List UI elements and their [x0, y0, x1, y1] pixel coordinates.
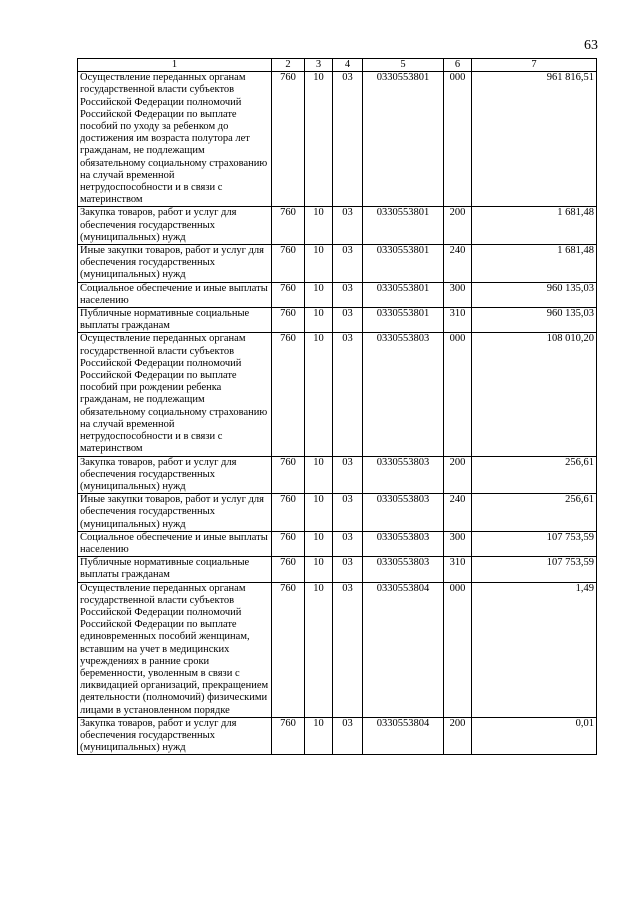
row-subsection-cell: 03 — [333, 245, 363, 283]
row-section-cell: 10 — [305, 531, 333, 556]
column-header: 6 — [444, 59, 472, 72]
row-name-cell: Закупка товаров, работ и услуг для обеспечения государственных (муниципальных) нужд — [78, 207, 272, 245]
row-section-cell: 10 — [305, 494, 333, 532]
table-row — [78, 308, 597, 333]
page-number: 63 — [584, 38, 598, 53]
row-target-cell: 0330553804 — [363, 582, 444, 717]
row-amount-cell: 108 010,20 — [472, 333, 597, 456]
row-subsection-cell: 03 — [333, 333, 363, 456]
row-amount-cell: 960 135,03 — [472, 282, 597, 307]
row-section-cell: 10 — [305, 207, 333, 245]
table-row — [78, 72, 597, 207]
row-target-cell: 0330553803 — [363, 531, 444, 556]
row-type-cell: 310 — [444, 557, 472, 582]
row-type-cell: 240 — [444, 494, 472, 532]
row-section-cell: 10 — [305, 557, 333, 582]
row-section-cell: 10 — [305, 245, 333, 283]
row-amount-cell: 256,61 — [472, 494, 597, 532]
row-subsection-cell: 03 — [333, 308, 363, 333]
row-type-cell: 300 — [444, 531, 472, 556]
row-type-cell: 200 — [444, 207, 472, 245]
budget-table — [77, 58, 597, 755]
row-type-cell: 000 — [444, 72, 472, 207]
row-type-cell: 200 — [444, 456, 472, 494]
row-target-cell: 0330553803 — [363, 456, 444, 494]
table-row — [78, 207, 597, 245]
row-code-cell: 760 — [272, 333, 305, 456]
row-subsection-cell: 03 — [333, 72, 363, 207]
row-type-cell: 310 — [444, 308, 472, 333]
row-type-cell: 240 — [444, 245, 472, 283]
row-amount-cell: 107 753,59 — [472, 557, 597, 582]
table-row — [78, 717, 597, 755]
table-row — [78, 245, 597, 283]
row-target-cell: 0330553803 — [363, 557, 444, 582]
column-header: 2 — [272, 59, 305, 72]
table-row — [78, 582, 597, 717]
row-code-cell: 760 — [272, 494, 305, 532]
row-subsection-cell: 03 — [333, 494, 363, 532]
row-type-cell: 300 — [444, 282, 472, 307]
row-subsection-cell: 03 — [333, 207, 363, 245]
row-code-cell: 760 — [272, 557, 305, 582]
column-header: 1 — [78, 59, 272, 72]
row-subsection-cell: 03 — [333, 282, 363, 307]
table-row — [78, 333, 597, 456]
row-section-cell: 10 — [305, 717, 333, 755]
table-header-row — [78, 59, 597, 72]
table-body — [78, 72, 597, 755]
row-section-cell: 10 — [305, 308, 333, 333]
row-type-cell: 200 — [444, 717, 472, 755]
row-name-cell: Публичные нормативные социальные выплаты гражданам — [78, 308, 272, 333]
row-target-cell: 0330553803 — [363, 494, 444, 532]
row-code-cell: 760 — [272, 308, 305, 333]
row-subsection-cell: 03 — [333, 456, 363, 494]
row-target-cell: 0330553803 — [363, 333, 444, 456]
table-row — [78, 531, 597, 556]
row-amount-cell: 0,01 — [472, 717, 597, 755]
row-name-cell: Иные закупки товаров, работ и услуг для обеспечения государственных (муниципальных) нужд — [78, 245, 272, 283]
row-amount-cell: 256,61 — [472, 456, 597, 494]
row-section-cell: 10 — [305, 582, 333, 717]
row-code-cell: 760 — [272, 207, 305, 245]
table-row — [78, 282, 597, 307]
row-code-cell: 760 — [272, 717, 305, 755]
row-name-cell: Осуществление переданных органам государственной власти субъектов Российской Федерации полномочий Российской Федерации по выплате единовременных пособий женщинам, вставшим на учет в медицинских учреждениях в ранние сроки беременности, уволенным в связи с ликвидацией организаций, прекращением деятельности (полномочий) физическими лицами в установленном порядке — [78, 582, 272, 717]
row-section-cell: 10 — [305, 72, 333, 207]
row-target-cell: 0330553804 — [363, 717, 444, 755]
row-amount-cell: 1,49 — [472, 582, 597, 717]
row-code-cell: 760 — [272, 245, 305, 283]
row-code-cell: 760 — [272, 582, 305, 717]
row-section-cell: 10 — [305, 282, 333, 307]
row-amount-cell: 1 681,48 — [472, 207, 597, 245]
row-name-cell: Осуществление переданных органам государственной власти субъектов Российской Федерации полномочий Российской Федерации по выплате пособий при рождении ребенка гражданам, не подлежащим обязательному социальному страхованию на случай временной нетрудоспособности и в связи с материнством — [78, 333, 272, 456]
row-type-cell: 000 — [444, 582, 472, 717]
row-code-cell: 760 — [272, 72, 305, 207]
row-target-cell: 0330553801 — [363, 207, 444, 245]
table-row — [78, 494, 597, 532]
row-name-cell: Осуществление переданных органам государственной власти субъектов Российской Федерации полномочий Российской Федерации по выплате пособий по уходу за ребенком до достижения им возраста полутора лет гражданам, не подлежащим обязательному социальному страхованию на случай временной нетрудоспособности и в связи с материнством — [78, 72, 272, 207]
row-target-cell: 0330553801 — [363, 308, 444, 333]
row-code-cell: 760 — [272, 282, 305, 307]
table-row — [78, 557, 597, 582]
row-target-cell: 0330553801 — [363, 245, 444, 283]
row-section-cell: 10 — [305, 333, 333, 456]
row-amount-cell: 960 135,03 — [472, 308, 597, 333]
row-amount-cell: 961 816,51 — [472, 72, 597, 207]
row-name-cell: Социальное обеспечение и иные выплаты населению — [78, 531, 272, 556]
row-name-cell: Социальное обеспечение и иные выплаты населению — [78, 282, 272, 307]
column-header: 7 — [472, 59, 597, 72]
column-header: 5 — [363, 59, 444, 72]
row-amount-cell: 1 681,48 — [472, 245, 597, 283]
row-subsection-cell: 03 — [333, 531, 363, 556]
table-row — [78, 456, 597, 494]
row-type-cell: 000 — [444, 333, 472, 456]
row-name-cell: Публичные нормативные социальные выплаты гражданам — [78, 557, 272, 582]
row-name-cell: Закупка товаров, работ и услуг для обеспечения государственных (муниципальных) нужд — [78, 717, 272, 755]
column-header: 4 — [333, 59, 363, 72]
row-amount-cell: 107 753,59 — [472, 531, 597, 556]
column-header: 3 — [305, 59, 333, 72]
row-code-cell: 760 — [272, 531, 305, 556]
row-subsection-cell: 03 — [333, 717, 363, 755]
row-name-cell: Иные закупки товаров, работ и услуг для обеспечения государственных (муниципальных) нужд — [78, 494, 272, 532]
row-section-cell: 10 — [305, 456, 333, 494]
row-code-cell: 760 — [272, 456, 305, 494]
row-name-cell: Закупка товаров, работ и услуг для обеспечения государственных (муниципальных) нужд — [78, 456, 272, 494]
row-subsection-cell: 03 — [333, 582, 363, 717]
row-target-cell: 0330553801 — [363, 72, 444, 207]
row-subsection-cell: 03 — [333, 557, 363, 582]
row-target-cell: 0330553801 — [363, 282, 444, 307]
